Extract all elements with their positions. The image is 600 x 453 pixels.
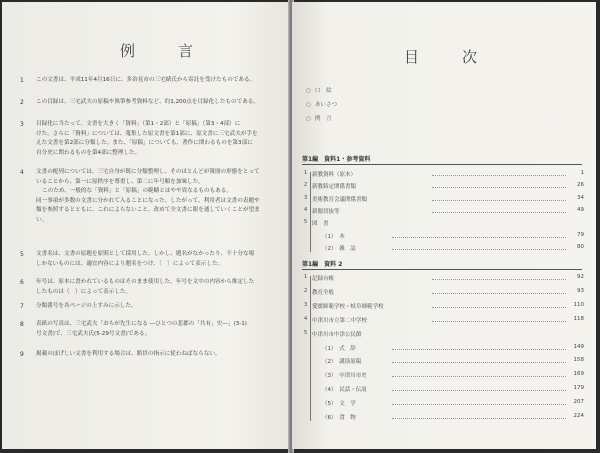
- preface-paragraph: [20, 168, 282, 225]
- toc-label: （3） 中津川市史: [322, 373, 367, 380]
- toc-label: 新聞切抜等: [312, 208, 340, 215]
- leader-dots: [432, 187, 566, 188]
- paragraph-number: 1: [20, 77, 24, 84]
- toc-page-number: 26: [577, 182, 584, 189]
- preface-paragraph: [20, 302, 282, 312]
- toc-row: [302, 288, 592, 297]
- paragraph-line: 号文書)で、三宅武夫氏(5-29号文書)である。: [36, 330, 151, 337]
- toc-page-number: 169: [573, 371, 584, 378]
- front-marker: ○: [306, 116, 311, 122]
- left-page: [2, 2, 290, 449]
- leader-dots: [432, 279, 566, 280]
- toc-page-number: 224: [573, 413, 584, 419]
- front-marker: ○: [306, 88, 311, 94]
- toc-row: [302, 207, 592, 216]
- toc-label: 図 書: [312, 221, 329, 228]
- toc-row: [302, 182, 592, 191]
- toc-code: 2: [304, 287, 308, 294]
- toc-row: [302, 195, 592, 204]
- front-matter-item: ○ 口 絵: [306, 88, 332, 94]
- toc-row: [302, 274, 592, 283]
- toc-label: （6） 食 物: [322, 415, 356, 421]
- toc-row: [302, 219, 592, 228]
- toc-page-number: 1: [580, 170, 584, 176]
- preface-paragraph: [20, 278, 282, 297]
- front-marker: ○: [306, 102, 311, 108]
- paragraph-line: えた文書を第2部に分類した。また、「原稿」についても、著作に関わるものを第3部に: [36, 140, 253, 146]
- paragraph-line: 年号は、原本に書かれているものはそのまま使用した。年号を文中の内容から推定した: [36, 279, 255, 285]
- toc-label: （1） 式 辞: [322, 345, 356, 352]
- toc-label: （5） 文 学: [322, 401, 356, 408]
- leader-dots: [392, 249, 566, 250]
- page-title-preface: 例 言: [120, 42, 208, 60]
- toc-row: [302, 302, 592, 311]
- paragraph-line: 自分史に関わるものを第4部に整理した。: [36, 149, 141, 156]
- paragraph-line: 同一事項が多数の文書に分かれて入ることになった。したがって、利用者は文書の表題や: [36, 197, 260, 204]
- toc-label: 教育全般: [312, 289, 335, 296]
- toc-row: [302, 232, 592, 241]
- toc-label: 美術教育会議関係書類: [312, 196, 368, 203]
- leader-dots: [392, 404, 566, 405]
- leader-dots: [392, 376, 566, 377]
- toc-page-number: 207: [573, 399, 584, 406]
- leader-dots: [432, 293, 566, 294]
- toc-code: 4: [304, 315, 308, 322]
- toc-label: 中津川市立第二中学校: [312, 317, 368, 324]
- paragraph-line: この目録は、三宅武夫の原稿や執筆参考資料など、約1,200点を目録化したものである。: [36, 99, 259, 105]
- toc-row: [302, 170, 592, 179]
- section-header-part1: 第1編 資料1・参考資料: [302, 154, 592, 163]
- paragraph-line: 掲載のぼげしい文書を利用する場合は、館員の指示に従わねばならない。: [36, 351, 221, 357]
- toc-page-number: 110: [573, 301, 584, 308]
- toc-page-number: 34: [577, 194, 584, 201]
- paragraph-number: 8: [20, 321, 24, 328]
- toc-page-number: 93: [577, 287, 584, 294]
- toc-row: [302, 413, 592, 422]
- tree-connector: [310, 172, 311, 252]
- toc-label: 新教鋳定関係書類: [312, 184, 357, 191]
- leader-dots: [432, 212, 566, 213]
- right-page: [292, 2, 596, 449]
- paragraph-number: 9: [20, 351, 24, 358]
- leader-dots: [432, 200, 566, 201]
- preface-paragraph: [20, 98, 282, 108]
- toc-page-number: 79: [577, 231, 584, 238]
- paragraph-line: い。: [36, 216, 48, 223]
- preface-paragraph: [20, 350, 282, 360]
- leader-dots: [392, 237, 566, 238]
- toc-row: [302, 357, 592, 366]
- leader-dots: [392, 349, 566, 350]
- toc-row: [302, 399, 592, 408]
- toc-page-number: 92: [577, 274, 584, 280]
- paragraph-line: このため、一般的な「資料」と「原稿」の範疇とはやや異なるものもある。: [42, 188, 232, 194]
- paragraph-line: この文書は、平成11年4月16日に、多治見市の三宅緒氏から寄託を受けたものである。: [36, 77, 256, 83]
- leader-dots: [392, 390, 566, 391]
- toc-page-number: 158: [573, 357, 584, 364]
- paragraph-number: 7: [20, 303, 24, 310]
- preface-paragraph: [20, 320, 282, 339]
- toc-row: [302, 316, 592, 325]
- preface-paragraph: [20, 250, 282, 269]
- leader-dots: [432, 321, 566, 322]
- paragraph-number: 5: [20, 251, 24, 258]
- toc-label: 新教資料（原本）: [312, 172, 357, 178]
- toc-code: 4: [304, 206, 308, 213]
- toc-page-number: 118: [573, 315, 584, 322]
- toc-page-number: 179: [573, 385, 584, 392]
- toc-label: （2） 雑 誌: [322, 245, 356, 252]
- paragraph-line: しかないものには、適宜内容により題名をつけ、〔 〕によって表示した。: [36, 260, 224, 267]
- paragraph-number: 2: [20, 99, 24, 106]
- toc-page-number: 149: [573, 343, 584, 350]
- toc-row: [302, 344, 592, 353]
- preface-paragraph: [20, 76, 282, 86]
- toc-label: 愛媛師範学校・岐阜師範学校: [312, 303, 384, 310]
- section-header-part2: 第1編 資料 2: [302, 259, 592, 268]
- paragraph-number: 6: [20, 279, 24, 286]
- toc-row: [302, 385, 592, 394]
- toc-code: 2: [304, 182, 308, 189]
- toc-code: 5: [304, 329, 308, 336]
- paragraph-line: 表紙の写真は、三宅武夫「おらが先生になる ―ひとつの悲郡の「共有」史―」(3-1): [36, 321, 247, 327]
- toc-label: （2） 講演原稿: [322, 359, 362, 366]
- tree-connector: [310, 276, 311, 421]
- paragraph-line: したものは（ ）によって表示した。: [36, 288, 132, 295]
- paragraph-line: 文書の配列については、三宅自身が既に分類整理し、そのほとんどが簿冊の形態をとって: [36, 169, 260, 175]
- leader-dots: [392, 418, 566, 419]
- toc-label: （4） 民話・伝説: [322, 387, 367, 394]
- paragraph-number: 3: [20, 121, 24, 128]
- paragraph-line: 目録化に当たって、文書を大きく「資料」（第1・2部）と「原稿」（第3・4部）に: [36, 121, 241, 127]
- toc-label: 記録台帳: [312, 276, 335, 282]
- leader-dots: [392, 362, 566, 363]
- toc-label: （1） 本: [322, 233, 345, 240]
- paragraph-line: いることから、第一に原秩序を尊重し、第二に年号順を加味した。: [36, 178, 204, 185]
- toc-code: 1: [304, 274, 308, 280]
- toc-code: 3: [304, 194, 308, 201]
- toc-page-number: 80: [577, 243, 584, 250]
- paragraph-number: 4: [20, 169, 24, 176]
- front-matter-item: ○ あいさつ: [306, 102, 338, 108]
- toc-label: 中津川市中津公民館: [312, 331, 362, 338]
- leader-dots: [432, 175, 566, 176]
- leader-dots: [432, 307, 566, 308]
- paragraph-line: 文書名は、文書の原題を原則として採用した。しかし、題名がなかったり、不十分な場: [36, 251, 255, 257]
- toc-code: 5: [304, 219, 308, 226]
- front-matter-item: ○ 例 言: [306, 116, 332, 122]
- toc-code: 3: [304, 301, 308, 308]
- paragraph-line: けた。さらに「資料」については、蒐集した原文書を第1部に、原文書に三宅武夫が手を: [36, 130, 258, 137]
- preface-paragraph: [20, 120, 282, 158]
- paragraph-line: 類を参照するとともに、これによらないこと、改めて全文書に眼を通していくことが望ま: [36, 207, 260, 213]
- toc-row: [302, 371, 592, 380]
- toc-code: 1: [304, 170, 308, 176]
- page-title-contents: 目 次: [404, 48, 492, 66]
- toc-row: [302, 244, 592, 253]
- paragraph-line: 分類番号を各ページの上すみに示した。: [36, 303, 137, 309]
- toc-row: [302, 330, 592, 339]
- toc-page-number: 49: [577, 206, 584, 213]
